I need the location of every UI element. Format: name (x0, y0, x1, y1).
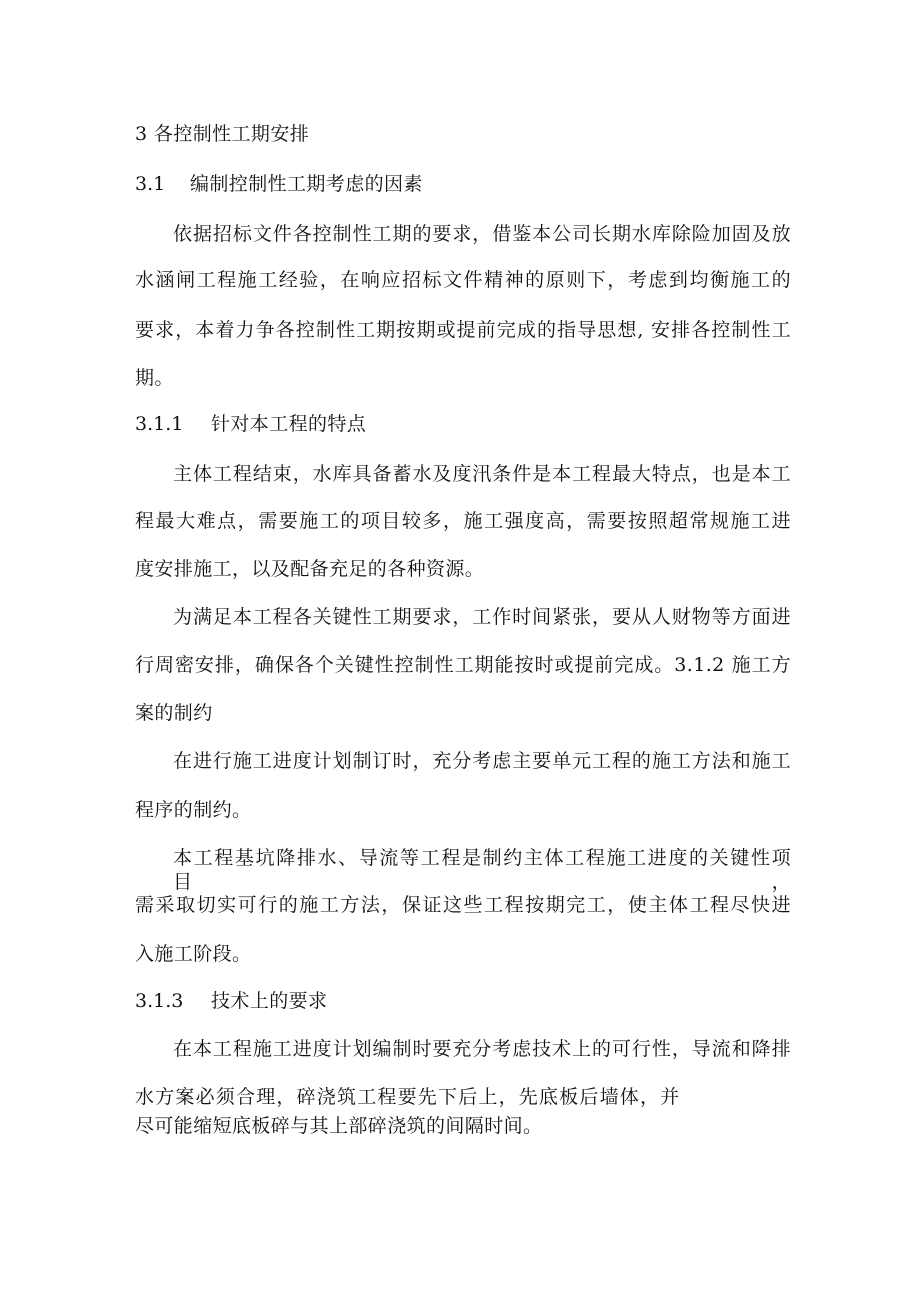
paragraph-5-line-2: 需采取切实可行的施工方法，保证这些工程按期完工，使主体工程尽快进 (135, 894, 791, 916)
paragraph-6-line-1: 在本工程施工进度计划编制时要充分考虑技术上的可行性，导流和降排 (173, 1038, 791, 1060)
heading-3-1-number: 3.1 (135, 173, 166, 195)
paragraph-6-line-3: 尽可能缩短底板碎与其上部碎浇筑的间隔时间。 (135, 1115, 543, 1137)
paragraph-2-line-2: 程最大难点，需要施工的项目较多，施工强度高，需要按照超常规施工进 (135, 510, 791, 532)
paragraph-3-line-2: 行周密安排，确保各个关键性控制性工期能按时或提前完成。3.1.2 施工方 (135, 654, 791, 676)
paragraph-1-line-2: 水涵闸工程施工经验，在响应招标文件精神的原则下，考虑到均衡施工的 (135, 269, 791, 291)
section-title: 3 各控制性工期安排 (135, 123, 310, 145)
paragraph-1-line-4: 期。 (135, 367, 174, 389)
heading-3-1-title: 编制控制性工期考虑的因素 (190, 173, 423, 195)
paragraph-2-line-1: 主体工程结束，水库具备蓄水及度汛条件是本工程最大特点，也是本工 (173, 463, 791, 485)
paragraph-6-line-2: 水方案必须合理，碎浇筑工程要先下后上，先底板后墙体，并 (135, 1086, 681, 1108)
paragraph-2-line-3: 度安排施工，以及配备充足的各种资源。 (135, 558, 485, 580)
paragraph-5-line-3: 入施工阶段。 (135, 943, 252, 965)
paragraph-1-line-1: 依据招标文件各控制性工期的要求，借鉴本公司长期水库除险加固及放 (173, 223, 791, 245)
heading-3-1-1-title: 针对本工程的特点 (211, 413, 367, 435)
paragraph-3-line-3: 案的制约 (135, 702, 213, 724)
paragraph-4-line-2: 程序的制约。 (135, 799, 252, 821)
paragraph-5-line-1: 本工程基坑降排水、导流等工程是制约主体工程施工进度的关键性项目， (173, 847, 791, 893)
paragraph-4-line-1: 在进行施工进度计划制订时，充分考虑主要单元工程的施工方法和施工 (173, 750, 791, 772)
heading-3-1-3-title: 技术上的要求 (211, 990, 328, 1012)
paragraph-1-line-3: 要求，本着力争各控制性工期按期或提前完成的指导思想, 安排各控制性工 (135, 319, 791, 341)
heading-3-1-3-number: 3.1.3 (135, 990, 184, 1012)
heading-3-1-1-number: 3.1.1 (135, 413, 184, 435)
paragraph-3-line-1: 为满足本工程各关键性工期要求，工作时间紧张，要从人财物等方面进 (173, 606, 791, 628)
